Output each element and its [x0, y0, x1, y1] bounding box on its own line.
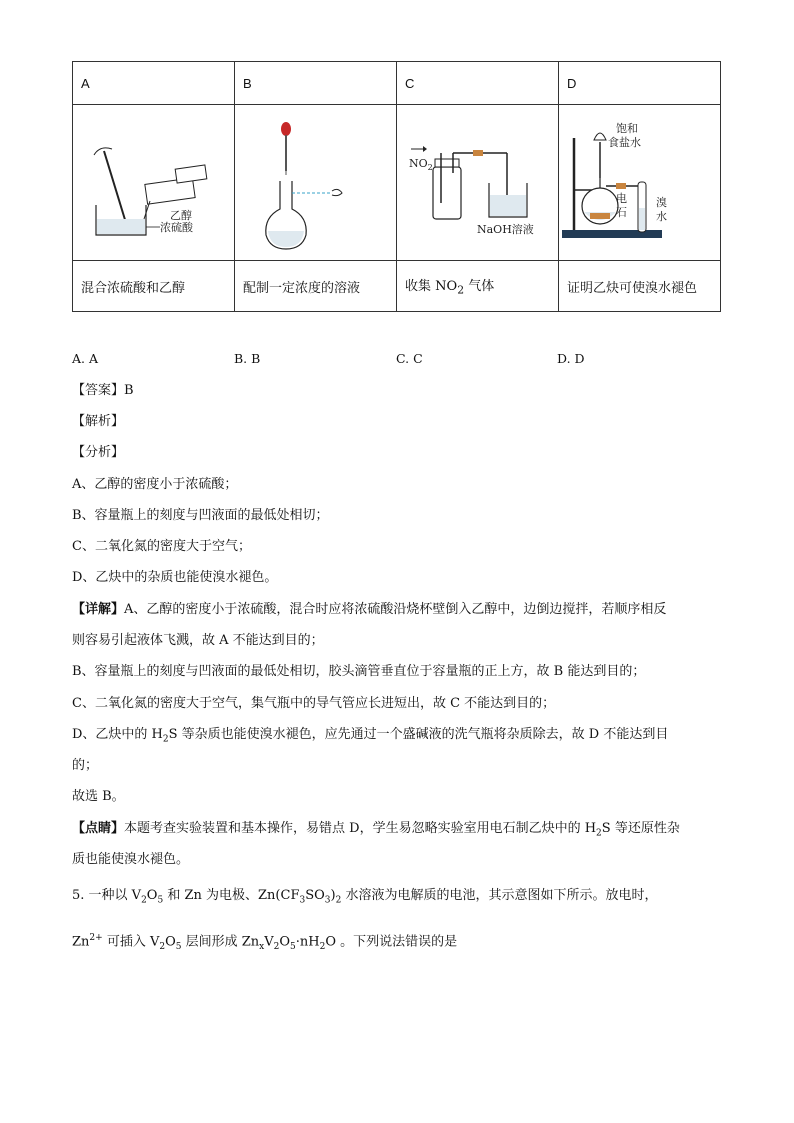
- caption-a: 混合浓硫酸和乙醇: [73, 261, 235, 312]
- answer-line: 【答案】B: [72, 383, 134, 398]
- fenxi-item-b: B、容量瓶上的刻度与凹液面的最低处相切；: [72, 508, 329, 523]
- label-no2-gas: $NO_2$: [408, 156, 433, 172]
- mixing-acid-diagram: [84, 123, 224, 243]
- detail-c: C、二氧化氮的密度大于空气，集气瓶中的导气管应长进短出，故 C 不能达到目的；: [72, 696, 556, 711]
- acetylene-diagram: [560, 120, 720, 245]
- label-brine: 食盐水: [607, 136, 641, 149]
- fenxi-item-c: C、二氧化氮的密度大于空气；: [72, 539, 251, 554]
- detail-a-line1: 【详解】A、乙醇的密度小于浓硫酸，混合时应将浓硫酸沿烧杯壁倒入乙醇中，边倒边搅拌，若顺序相反: [72, 602, 667, 617]
- caption-c: 收集 $NO_2$ 气体: [397, 261, 559, 312]
- detail-a-line2: 则容易引起液体飞溅，故 A 不能达到目的；: [72, 633, 324, 648]
- header-b: B: [235, 62, 397, 105]
- comment-line2: 质也能使溴水褪色。: [72, 852, 190, 867]
- label-naoh-solution: NaOH溶液: [476, 222, 534, 236]
- detail-d-line1: D、乙炔中的 $H_2S$ 等杂质也能使溴水褪色，应先通过一个盛碱液的洗气瓶将杂质除去，故 D 不能达到目: [72, 727, 669, 745]
- diagram-c-cell: [397, 105, 559, 261]
- label-bromine-2: 水: [655, 210, 667, 223]
- label-saturated: 饱和: [615, 122, 638, 135]
- question-5-line2: $Zn^{2+}$ 可插入 $V_2O_5$ 层间形成 $Zn_xV_2O_5\cdot nH_2O$ 。下列说法错误的是: [72, 933, 458, 952]
- option-a: A. A: [72, 351, 99, 366]
- gas-collection-diagram: [403, 123, 553, 243]
- caption-b: 配制一定浓度的溶液: [235, 261, 397, 312]
- header-d: D: [559, 62, 721, 105]
- diagram-a-cell: [73, 105, 235, 261]
- label-carbide-2: 石: [615, 206, 627, 219]
- diagram-b-cell: [235, 105, 397, 261]
- question-5-line1: 5. 一种以 $V_2O_5$ 和 Zn 为电极、$Zn(CF_3SO_3)_2$ 水溶液为电解质的电池，其示意图如下所示。放电时，: [72, 888, 658, 906]
- header-c: C: [397, 62, 559, 105]
- detail-b: B、容量瓶上的刻度与凹液面的最低处相切，胶头滴管垂直位于容量瓶的正上方，故 B 能达到目的；: [72, 664, 646, 679]
- label-ethanol: 乙醇: [169, 208, 192, 222]
- experiment-table: [72, 61, 721, 312]
- option-b: B. B: [234, 351, 261, 366]
- fenxi-label: 【分析】: [72, 445, 125, 460]
- comment-line1: 【点睛】本题考查实验装置和基本操作，易错点 D，学生易忽略实验室用电石制乙炔中的 $H_2S$ 等还原性杂: [72, 821, 680, 839]
- volumetric-flask-diagram: [256, 113, 376, 253]
- option-d: D. D: [557, 351, 585, 366]
- header-a: A: [73, 62, 235, 105]
- answer-options: [72, 351, 722, 371]
- fenxi-item-a: A、乙醇的密度小于浓硫酸；: [72, 477, 238, 492]
- caption-d: 证明乙炔可使溴水褪色: [559, 261, 721, 312]
- label-carbide-1: 电: [615, 192, 627, 205]
- detail-d-line2: 的；: [72, 758, 99, 773]
- label-conc-acid: 浓硫酸: [159, 220, 193, 234]
- fenxi-item-d: D、乙炔中的杂质也能使溴水褪色。: [72, 570, 278, 585]
- conclusion: 故选 B。: [72, 789, 125, 804]
- label-bromine-1: 溴: [655, 196, 667, 209]
- diagram-d-cell: [559, 105, 721, 261]
- option-c: C. C: [396, 351, 423, 366]
- analysis-label: 【解析】: [72, 414, 125, 429]
